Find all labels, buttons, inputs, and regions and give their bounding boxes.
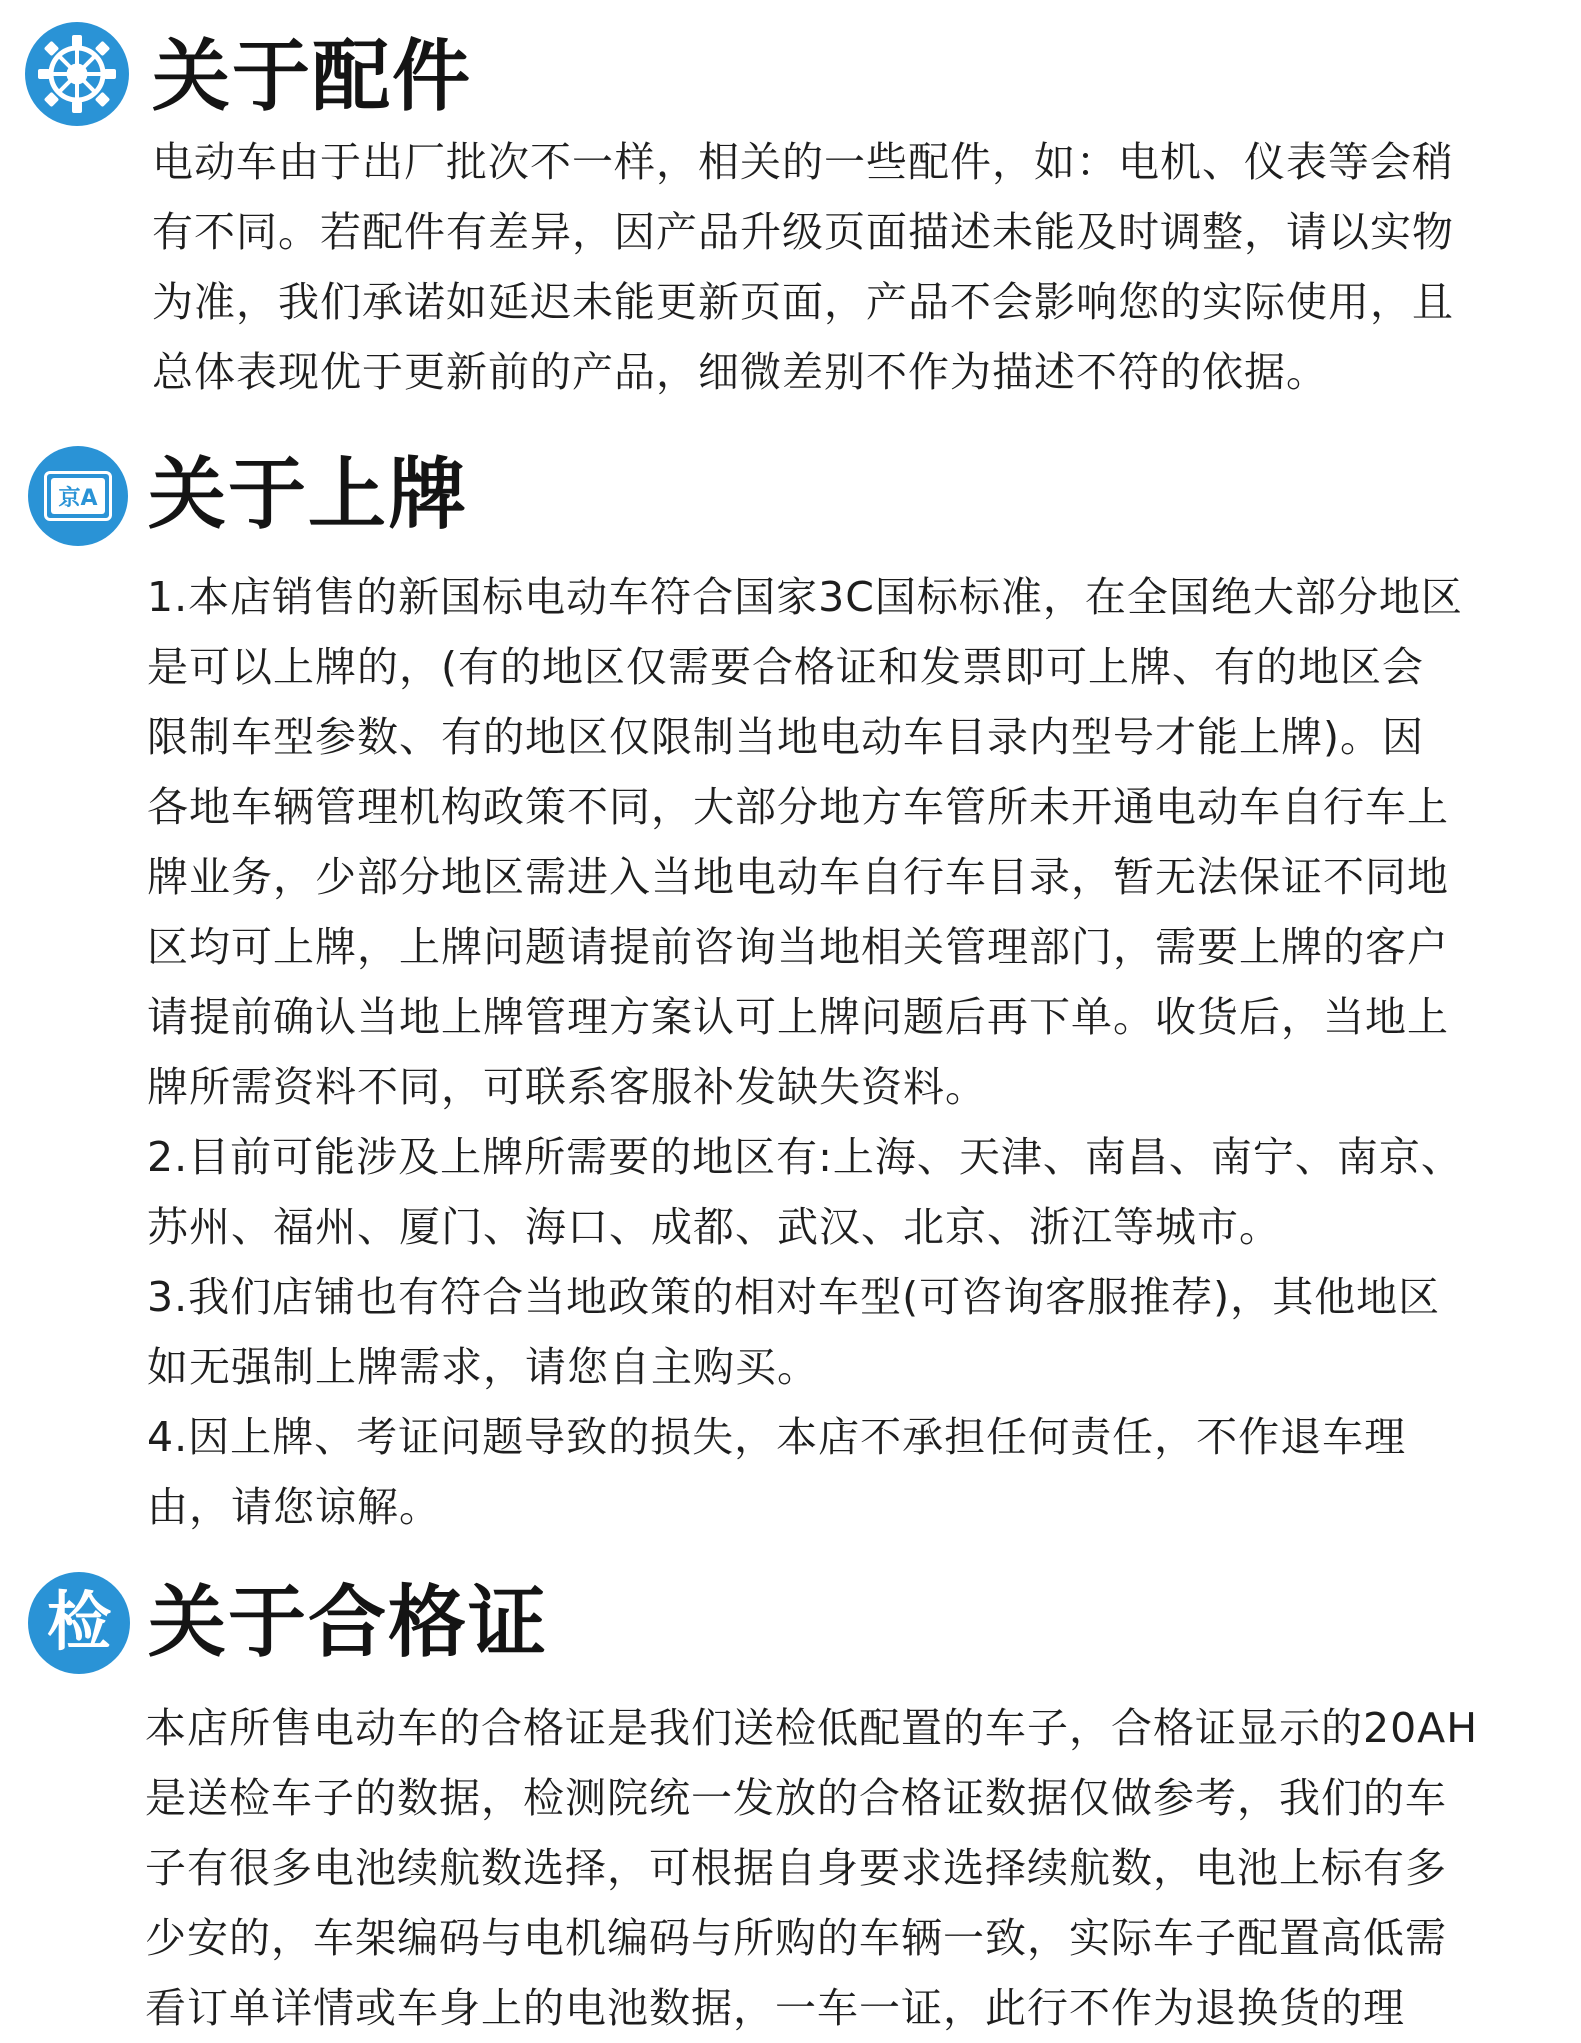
section-body (152, 127, 1454, 407)
body-line: 区均可上牌，上牌问题请提前咨询当地相关管理部门，需要上牌的客户 (147, 923, 1449, 971)
body-line: 为准，我们承诺如延迟未能更新页面，产品不会影响您的实际使用，且 (152, 278, 1454, 326)
body-line: 总体表现优于更新前的产品，细微差别不作为描述不符的依据。 (152, 348, 1328, 396)
body-line: 子有很多电池续航数选择，可根据自身要求选择续航数，电池上标有多 (145, 1844, 1447, 1892)
section-title: 关于合格证 (148, 1578, 549, 1668)
body-line: 是送检车子的数据，检测院统一发放的合格证数据仅做参考，我们的车 (145, 1774, 1447, 1822)
body-line: 由，请您谅解。 (147, 1483, 441, 1531)
body-line: 4.因上牌、考证问题导致的损失，本店不承担任何责任，不作退车理 (147, 1413, 1407, 1461)
plate-text: 京A (51, 478, 105, 514)
section-title: 关于配件 (152, 32, 473, 122)
section-body (147, 562, 1463, 1542)
inspection-icon (28, 1572, 130, 1674)
body-line: 本店所售电动车的合格证是我们送检低配置的车子，合格证显示的20AH (145, 1704, 1479, 1752)
body-line: 2.目前可能涉及上牌所需要的地区有:上海、天津、南昌、南宁、南京、 (147, 1133, 1463, 1181)
inspection-icon-text: 检 (47, 1586, 111, 1660)
body-line: 3.我们店铺也有符合当地政策的相对车型(可咨询客服推荐)，其他地区 (147, 1273, 1441, 1321)
body-line: 牌所需资料不同，可联系客服补发缺失资料。 (147, 1063, 987, 1111)
body-line: 有不同。若配件有差异，因产品升级页面描述未能及时调整，请以实物 (152, 208, 1454, 256)
body-line: 如无强制上牌需求，请您自主购买。 (147, 1343, 819, 1391)
body-line: 1.本店销售的新国标电动车符合国家3C国标标准，在全国绝大部分地区 (147, 573, 1463, 621)
body-line: 少安的，车架编码与电机编码与所购的车辆一致，实际车子配置高低需 (145, 1914, 1447, 1962)
gear-icon (25, 22, 129, 126)
body-line: 请提前确认当地上牌管理方案认可上牌问题后再下单。收货后，当地上 (147, 993, 1449, 1041)
body-line: 是可以上牌的，(有的地区仅需要合格证和发票即可上牌、有的地区会 (147, 643, 1424, 691)
body-line: 苏州、福州、厦门、海口、成都、武汉、北京、浙江等城市。 (147, 1203, 1281, 1251)
section-body (145, 1693, 1478, 2043)
body-line: 牌业务，少部分地区需进入当地电动车自行车目录，暂无法保证不同地 (147, 853, 1449, 901)
body-line: 各地车辆管理机构政策不同，大部分地方车管所未开通电动车自行车上 (147, 783, 1449, 831)
section-title: 关于上牌 (148, 450, 469, 540)
license-plate-icon (28, 446, 128, 546)
gear-icon-graphic (34, 31, 120, 117)
plate-frame (44, 471, 112, 521)
body-line: 电动车由于出厂批次不一样，相关的一些配件，如：电机、仪表等会稍 (152, 138, 1454, 186)
body-line: 限制车型参数、有的地区仅限制当地电动车目录内型号才能上牌)。因 (147, 713, 1424, 761)
body-line: 看订单详情或车身上的电池数据，一车一证，此行不作为退换货的理 (145, 1984, 1405, 2032)
